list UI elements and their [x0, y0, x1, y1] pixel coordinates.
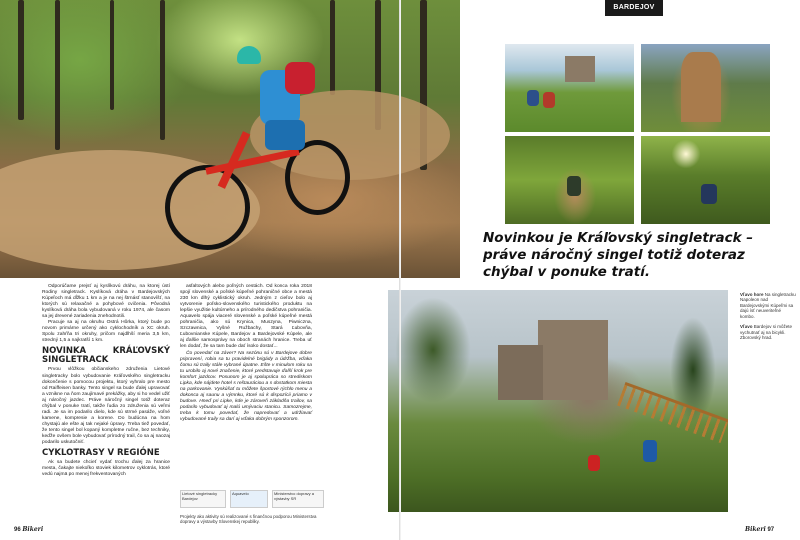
logo-aquavelo: [230, 490, 268, 508]
rider: [643, 440, 657, 462]
logos-note: Projekty ako aktivity sú realizované s finančnou podporou Ministerstva dopravy a výstavby Slovenskej republiky.: [180, 514, 317, 524]
castle-tower: [681, 52, 721, 122]
rider: [527, 90, 539, 106]
subheading: NOVINKA KRÁĽOVSKÝ SINGLETRACK: [42, 346, 170, 366]
folio-left: [14, 526, 43, 533]
page-number: 97: [767, 527, 775, 533]
caption-label: Vľavo hore: [740, 292, 764, 297]
tree: [388, 290, 478, 430]
caption-label: Vľavo: [740, 324, 753, 330]
logo-text: Ministerstvo dopravy a výstavby SR: [274, 491, 315, 501]
castle-ruin: [565, 56, 595, 82]
tree-trunk: [110, 0, 114, 110]
logo-text: Lietové singletracky Bardejov: [182, 491, 218, 501]
paragraph: Ak sa budete chcieť vydať trochu ďalej za hranice mesta, čakajte niekoľko stoviek kilometrov cyklotrás, ktoré vedú najmä po menej frekventovaných: [42, 460, 170, 478]
castle-tower: [538, 320, 608, 400]
sponsor-logos: [180, 490, 380, 516]
tree-trunk: [18, 0, 24, 120]
tree-trunk: [55, 0, 60, 150]
rider: [588, 455, 600, 471]
spine-gutter: [399, 0, 401, 540]
tree-trunk: [160, 0, 165, 140]
caption-text: Bardejov si môžete vychutnať aj na bicykli. Zborovský hrad.: [740, 324, 793, 341]
bike-front-wheel: [165, 165, 250, 250]
rider: [567, 176, 581, 196]
castle-photo-riders-bridge: [388, 290, 728, 512]
castle-wall: [498, 345, 543, 400]
paragraph: Odporúčame prejsť aj kyslíkovú dráhu, na ktorej ústí Rodiny singletrack. Kyslíková dráha v Bardejovských Kúpeľoch má dĺžku 1 km a je na nej štrnásť stanovíšť, na ktorých sú relaxačné a pohybové cvičenia. Pôvodná kyslíková dráha bola vybudovaná v roku 1974, ale časom sa jej drevené zariadenia znehodnotili.: [42, 284, 170, 320]
photo-captions: [740, 292, 796, 341]
article-column-2: [180, 284, 312, 423]
caption-text: Na singletracku Napoleon nad Bardejovskými Kúpeľmi sa dajú ísť neuveriteľné kombo.: [740, 292, 796, 319]
folio-right: [745, 526, 774, 533]
pull-quote: Novinkou je Kráľovský singletrack – práve náročný singel totiž doteraz chýbal v ponuke tratí.: [483, 230, 753, 280]
page-number: 96: [14, 527, 21, 533]
rider: [701, 184, 717, 204]
thumb-castle-tower: [641, 44, 770, 132]
thumb-rider-sunlit-forest: [641, 136, 770, 224]
magazine-name: Bikeri: [745, 526, 766, 533]
rider-shorts: [265, 120, 305, 150]
section-badge: BARDEJOV: [605, 0, 663, 16]
paragraph: asfaltových alebo poľných cestách. Od konca roka 2018 spojí slovenské a poľské kúpeľné pohraničné obce a mestá 230 km dlhý cyklistický okruh. Jedným z cieľov bolo aj vytvorenie poľsko-slovenského turistického produktu na lepšie využitie kultúrneho a prírodného dedičstva pohraničia. Aquavelo spája viaceré slovenské a poľské kúpeľné mestá pohraničia, ako sú Krynica, Muszyna, Piwniczna, Szczawnica, Vyšné Ružbachy, Stará Ľubovňa, Ľubovnianske Kúpele, Bardejov a Bardejovské Kúpele, ale aj ďalšie samosprávy na oboch stranách hranice. Treba uť len dodať, že sa tam bude dať ísoko dostať...: [180, 284, 312, 350]
logo-singletracky: [180, 490, 226, 508]
rider: [543, 92, 555, 108]
thumb-riders-near-castle: [505, 44, 634, 132]
paragraph: Čo povedať na záver? Na sezónu sú v Bardejove dobre pripravení, robia sa tu pravidelné brigády a údržba, vďaka čomu sú traily stále vybrané úpatne. Ešte v minulom roku sa tu urobilo aj nové značenie, ktoré predstavuje ďalší krok pre komfort jazdcov. Posunom je aj spolupráca so strediskom Lipka, kde nájdete hotel s reštauráciou a s dostatkom miesta na parkovanie. Vyskúšať tu môžete športové rýchlo menu a dokonca aj saunu a výmnku, ktoré sú k dispozícii priamo v budove. Hneď pri Lipke, kde je zároveň základňa trailov, sa podarilo vybudovať aj malú umývaciu stanicu. Samozrejme, treba k tomu povedať, že napredovať a udržiavať vybudované traily sa darí aj vďaka dobrým sponzorom.: [180, 350, 312, 423]
logo-ministry: [272, 490, 324, 508]
paragraph: Prvou vlôžkou občianskeho združenia Lietové singletracky bolo vybudovanie Kráľovského singletracku dokončenie s pomocou projektu, ktorý vyhralo pre mesto od Raiffeisen banky. Tento singel sa bude ďalej upravovať a vznikne na ňom zaujímavé prekážky, aby si ho vedel užiť aj náročný jazdec. Práve náročný singel totiž doteraz chýbal v ponuke tratí, takže ľudia zo združenia sú veľmi radi. Je sa im podarilo dielo, kde sú strmé pasáže, voľné kamene, kompresie a korene. Do budúcna na hom chystajú ale ešte aj tak nejaké úpravy. Treba tiež povedať, že tento singel bol kopaný kompletne ručne, bez techniky, keďže ovšem bole vybudovať prírodný trail, čo sa aj naozaj podarilo uskutočniť.: [42, 367, 170, 446]
magazine-name: Bikeri: [22, 526, 44, 533]
tree-trunk: [330, 0, 335, 95]
rider-helmet: [237, 46, 261, 64]
hero-photo-rider-on-trail: [0, 0, 460, 278]
subheading: CYKLOTRASY V REGIÓNE: [42, 448, 160, 459]
article-column-1: [42, 284, 170, 478]
thumb-rider-in-forest: [505, 136, 634, 224]
paragraph: Pracuje sa aj na okruhu Ostrá Hôrka, ktorý bude po novom primárne určený ako cyklochodník a XC okruh. Spolu zahŕňa tri okruhy, pričom najdlhší meria 3,5 km, stredný 1,5 a najkratší 1 km.: [42, 320, 170, 344]
rider-backpack: [285, 62, 315, 94]
logo-text: Aquavelo: [232, 491, 249, 496]
